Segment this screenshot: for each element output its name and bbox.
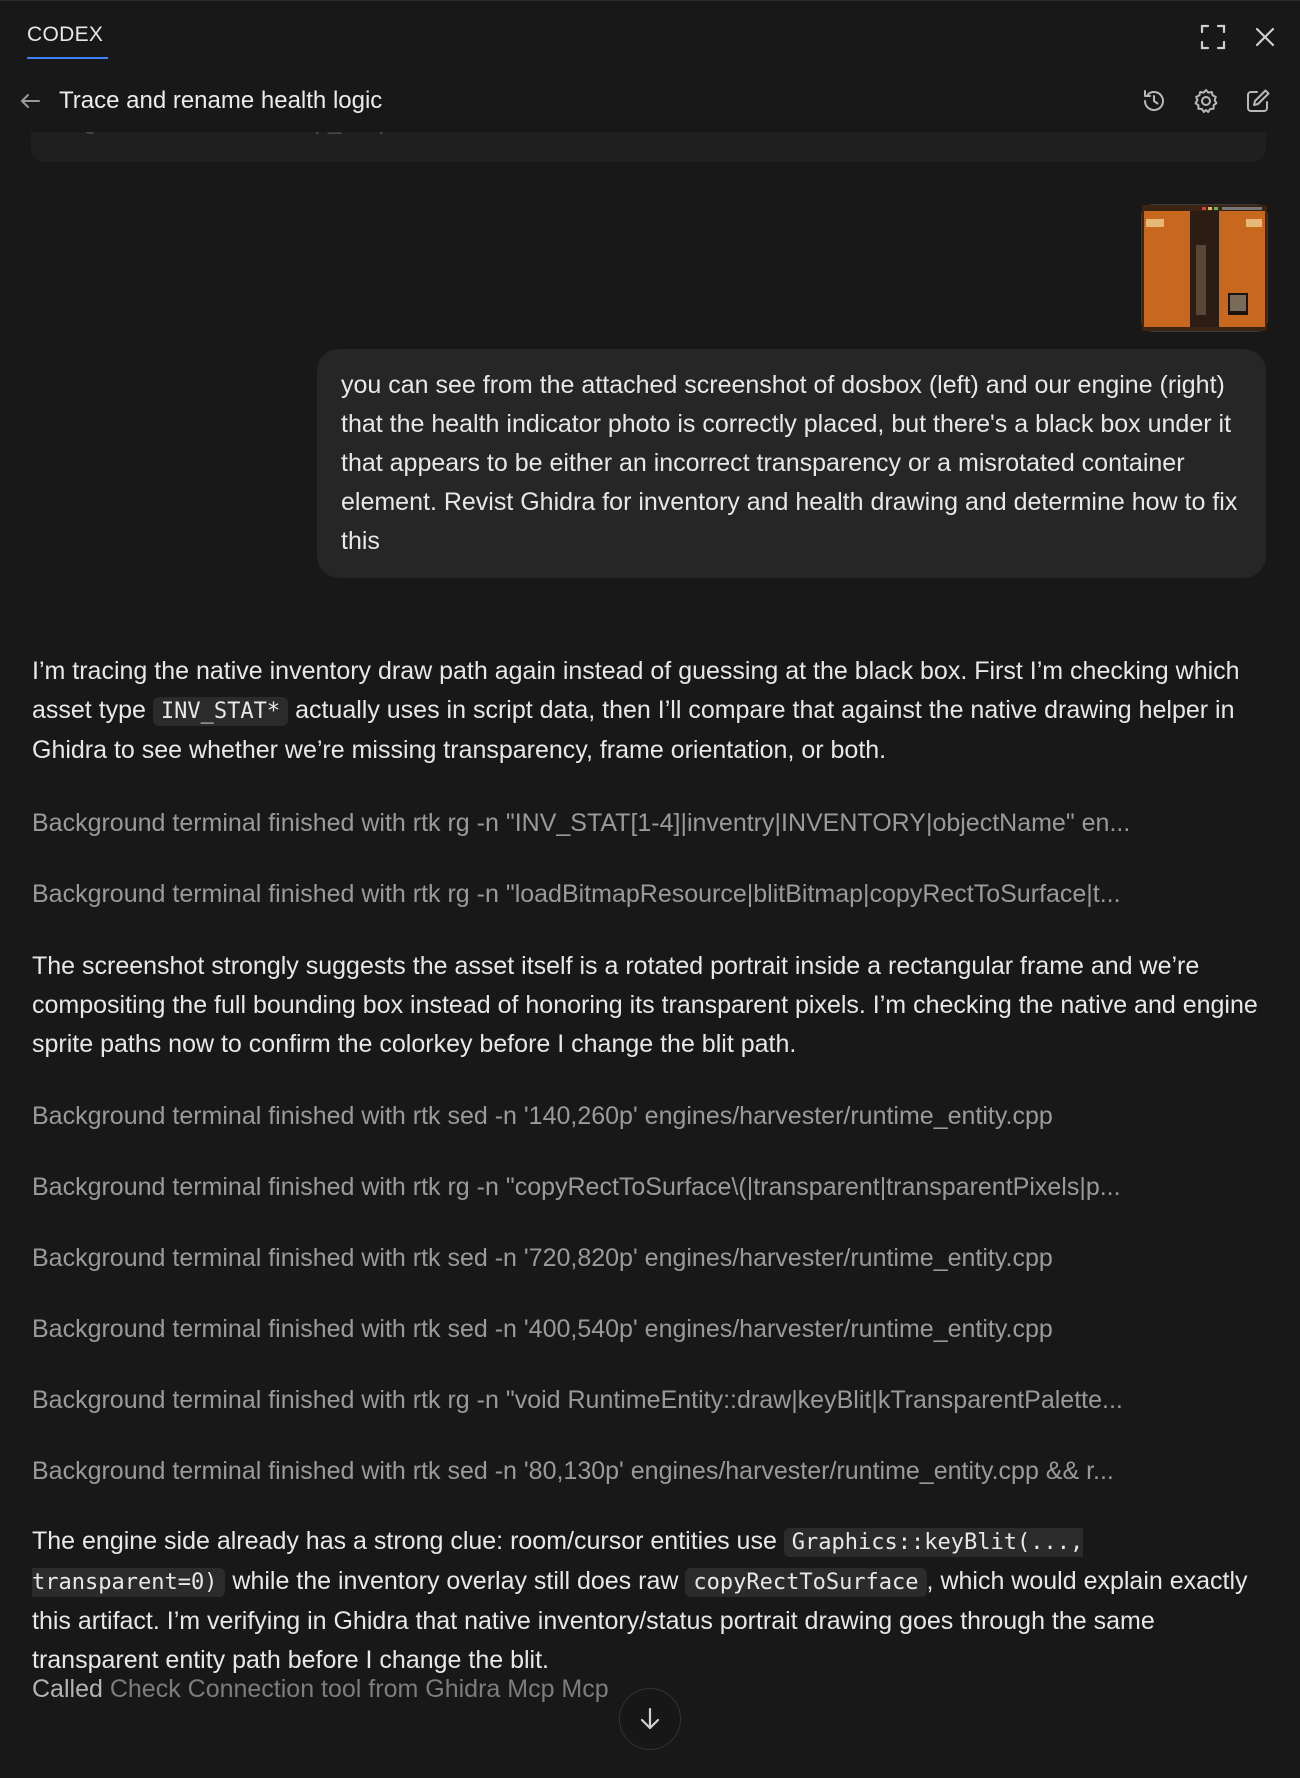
- history-button[interactable]: [1136, 83, 1172, 119]
- panel-tab-codex[interactable]: CODEX: [27, 23, 104, 46]
- terminal-status-line[interactable]: Background terminal finished with rtk sed -n '720,820p' engines/harvester/runtime_entity.cpp: [32, 1244, 1053, 1272]
- terminal-status-line[interactable]: Background terminal finished with rtk sed -n '140,260p' engines/harvester/runtime_entity.cpp: [32, 1102, 1053, 1130]
- inline-code: copyRectToSurface: [685, 1568, 926, 1597]
- gear-icon: [1192, 87, 1220, 115]
- thread-title: Trace and rename health logic: [59, 87, 383, 114]
- assistant-message: The screenshot strongly suggests the asset itself is a rotated portrait inside a rectangular frame and we’re compositing the full bounding box instead of honoring its transparent pixels. I’m checking the native and engine sprite paths now to confirm the colorkey before I change the blit path.: [32, 952, 1258, 1058]
- assistant-message: [32, 1522, 1272, 1680]
- terminal-status-line[interactable]: Background terminal finished with rtk sed -n '400,540p' engines/harvester/runtime_entity.cpp: [32, 1315, 1053, 1343]
- terminal-status-line[interactable]: Background terminal finished with rtk rg -n "void RuntimeEntity::draw|keyBlit|kTransparentPalette...: [32, 1386, 1123, 1414]
- user-message-bubble: you can see from the attached screenshot of dosbox (left) and our engine (right) that the health indicator photo is correctly placed, but there's a black box under it that appears to be either an incorrect transparency or a misrotated container element. Revist Ghidra for inventory and health drawing and determine how to fix this: [317, 349, 1266, 578]
- thread-header: [0, 70, 1300, 132]
- terminal-status-line[interactable]: Background terminal finished with rtk rg -n "INV_STAT[1-4]|inventry|INVENTORY|objectName" en...: [32, 809, 1131, 837]
- expand-icon: [1199, 23, 1227, 51]
- message-text: The engine side already has a strong clue: room/cursor entities use: [32, 1527, 784, 1555]
- history-icon: [1140, 87, 1168, 115]
- screenshot-preview-image: [1142, 205, 1267, 331]
- message-text: while the inventory overlay still does raw: [225, 1567, 686, 1595]
- terminal-status-line[interactable]: Background terminal finished with rtk rg -n "copyRectToSurface\(|transparent|transparentPixels|p...: [32, 1173, 1121, 1201]
- tool-call-prefix: Called: [32, 1675, 103, 1703]
- settings-button[interactable]: [1188, 83, 1224, 119]
- back-button[interactable]: [12, 83, 48, 119]
- terminal-status-line[interactable]: Background terminal finished with rtk rg -n "loadBitmapResource|blitBitmap|copyRectToSurface|t...: [32, 880, 1121, 908]
- panel-bar: [0, 0, 1300, 71]
- tool-call-name: Check Connection tool from Ghidra Mcp Mcp: [109, 1675, 609, 1703]
- close-button[interactable]: [1247, 19, 1283, 55]
- message-text: actually uses in script data, then I’ll compare that against the native drawing helper in Ghidra to see whether we’re missing transparency, frame orientation, or both.: [32, 696, 1235, 764]
- attached-screenshot-thumbnail[interactable]: [1141, 204, 1268, 332]
- scroll-to-bottom-button[interactable]: [619, 1688, 681, 1750]
- arrow-down-icon: [635, 1704, 665, 1734]
- expand-button[interactable]: [1195, 19, 1231, 55]
- tool-call-line[interactable]: [32, 1671, 609, 1707]
- inline-code: Graphics::keyBlit(..., transparent=0): [32, 1530, 1084, 1595]
- active-tab-indicator: [27, 57, 108, 59]
- conversation-scroll[interactable]: [0, 132, 1300, 1778]
- assistant-message: [32, 652, 1272, 770]
- message-text: I’m tracing the native inventory draw path again instead of guessing at the black box. First I’m checking which asset type: [32, 657, 1240, 724]
- close-icon: [1253, 25, 1277, 49]
- back-arrow-icon: [18, 89, 42, 113]
- inline-code: INV_STAT*: [153, 697, 288, 726]
- terminal-status-line[interactable]: Background terminal finished with rtk sed -n '80,130p' engines/harvester/runtime_entity.cpp && r...: [32, 1457, 1114, 1485]
- new-chat-button[interactable]: [1240, 83, 1276, 119]
- message-text: , which would explain exactly this artifact. I’m verifying in Ghidra that native inventory/status portrait drawing goes through the same transparent entity path before I change the blit.: [32, 1567, 1248, 1674]
- compose-icon: [1244, 87, 1272, 115]
